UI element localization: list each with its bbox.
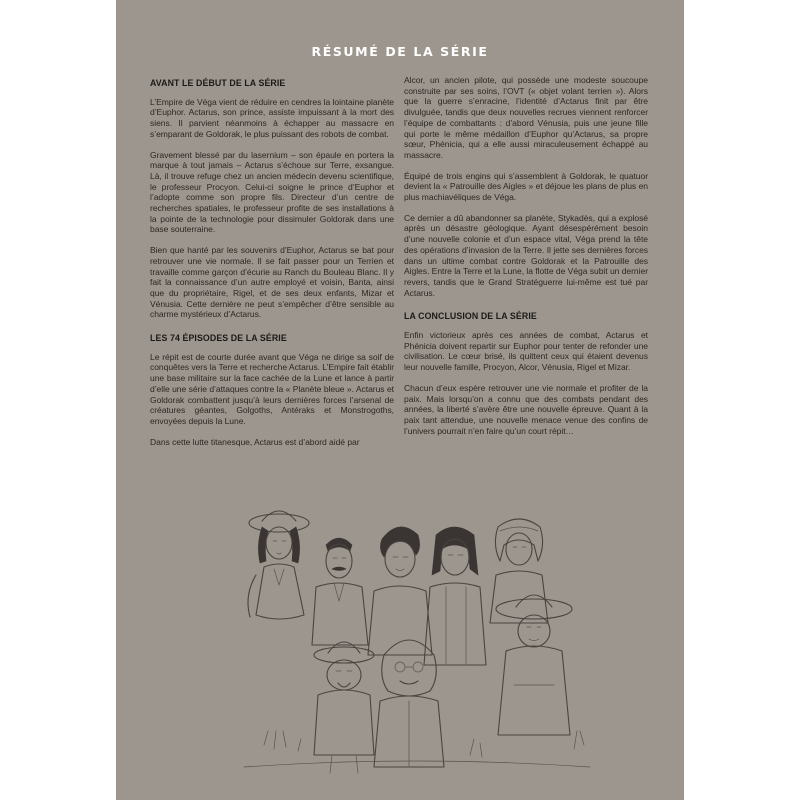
sketch-figure-phenicia	[490, 519, 548, 623]
paragraph: Chacun d’eux espère retrouver une vie normale et profiter de la paix. Mais lorsqu’on a connu que des combats pendant des années, la liberté s’avère être une nouvelle épreuve. Quant à la paix tant attendue, une nouvelle menace venue des confins de l’univers pourrait n’en faire qu’un court répit…	[404, 382, 648, 436]
right-column	[404, 75, 648, 446]
sketch-figure-alcor	[368, 527, 432, 655]
page-title: RÉSUMÉ DE LA SÉRIE	[311, 44, 489, 59]
paragraph: Dans cette lutte titanesque, Actarus est d’abord aidé par	[150, 436, 360, 447]
document-page	[116, 0, 684, 800]
sketch-figure-venusia	[248, 511, 309, 619]
paragraph: Bien que hanté par les souvenirs d’Euphor, Actarus se bat pour retrouver une vie normale. Il se fait passer pour un Terrien et travaille comme garçon d’écurie au Ranch du Bouleau Blanc. Il y fait la connaissance d’un autre employé et voisin, Banta, ainsi que du propriétaire, Rigel, et de ses deux enfants, Mizar et Vénusia. Cette dernière ne peut s’empêcher d’être sensible au charme mystérieux d’Actarus.	[150, 245, 394, 320]
sketch-figure-rigel	[312, 538, 368, 645]
paragraph: Alcor, un ancien pilote, qui possède une modeste soucoupe construite par ses soins, l’OVT (« objet volant terrien »). Alors que la guerre s’enracine, l’identité d’Actarus finit par être divulguée, tandis que deux nouvelles recrues viennent renforcer l’équipe de combattants : d’abord Vénusia, puis une jeune fille qui porte le même médaillon d’Euphor qu’Actarus, sa propre sœur, Phénicia, qui a elle aussi miraculeusement échappé au massacre.	[404, 75, 648, 160]
section-heading-before-series: AVANT LE DÉBUT DE LA SÉRIE	[150, 78, 286, 88]
sketch-grass	[244, 731, 590, 767]
characters-sketch-illustration	[234, 505, 594, 780]
section-heading-conclusion: LA CONCLUSION DE LA SÉRIE	[404, 311, 537, 322]
paragraph: Ce dernier a dû abandonner sa planète, Stykadès, qui a explosé après un désastre géologique. Ayant désespérément besoin d’une nouvelle colonie et d’un espace vital, Véga prend la tête des opérations d’invasion de la Terre. Il jette ses dernières forces dans un ultime combat contre Goldorak et la Patrouille des Aigles. Entre la Terre et la Lune, la flotte de Véga subit un dernier revers, tandis que le Grand Stratéguerre lui-même est tué par Actarus.	[404, 212, 648, 298]
sketch-figure-banta	[496, 595, 572, 735]
left-column	[150, 78, 394, 457]
paragraph: Le répit est de courte durée avant que Véga ne dirige sa soif de conquêtes vers la Terre et recherche Actarus. L’Empire fait établir une base militaire sur la face cachée de la Lune et lance à partir d’elle une série d’attaques contre la « Planète bleue ». Actarus et Goldorak combattent jusqu’à leurs dernières forces l’arsenal de créatures géantes, Golgoths, Antéraks et Monstrogoths, envoyées depuis la Lune.	[150, 351, 394, 426]
paragraph: L’Empire de Véga vient de réduire en cendres la lointaine planète d’Euphor. Actarus, son prince, assiste impuissant à la mort des siens. Il parvient néanmoins à échapper au massacre en s’emparant de Goldorak, le plus puissant des robots de combat.	[150, 96, 394, 139]
sketch-figure-actarus	[424, 527, 486, 665]
characters-sketch-svg	[234, 505, 594, 780]
paragraph: Gravement blessé par du lasernium – son épaule en portera la marque à tout jamais – Actarus s’échoue sur Terre, exsangue. Là, il trouve refuge chez un ancien médecin devenu scientifique, le professeur Procyon. Celui-ci soigne le prince d’Euphor et l’adopte comme son propre fils. Directeur d’un centre de recherches spatiales, le professeur profite de ses installations à la pointe de la technologie pour dissimuler Goldorak dans une base souterraine.	[150, 149, 394, 235]
section-heading-episodes: LES 74 ÉPISODES DE LA SÉRIE	[150, 333, 287, 344]
paragraph: Équipé de trois engins qui s’assemblent à Goldorak, le quatuor devient la « Patrouille des Aigles » et déjoue les plans de plus en plus machiavéliques de Véga.	[404, 170, 648, 203]
paragraph: Enfin victorieux après ces années de combat, Actarus et Phénicia doivent repartir sur Euphor pour tenter de refonder une civilisation. Le cœur brisé, ils quittent ceux qui étaient devenus leur nouvelle famille, Procyon, Alcor, Vénusia, Rigel et Mizar.	[404, 330, 648, 373]
sketch-figure-mizar	[314, 642, 374, 773]
sketch-figure-procyon	[374, 640, 444, 767]
